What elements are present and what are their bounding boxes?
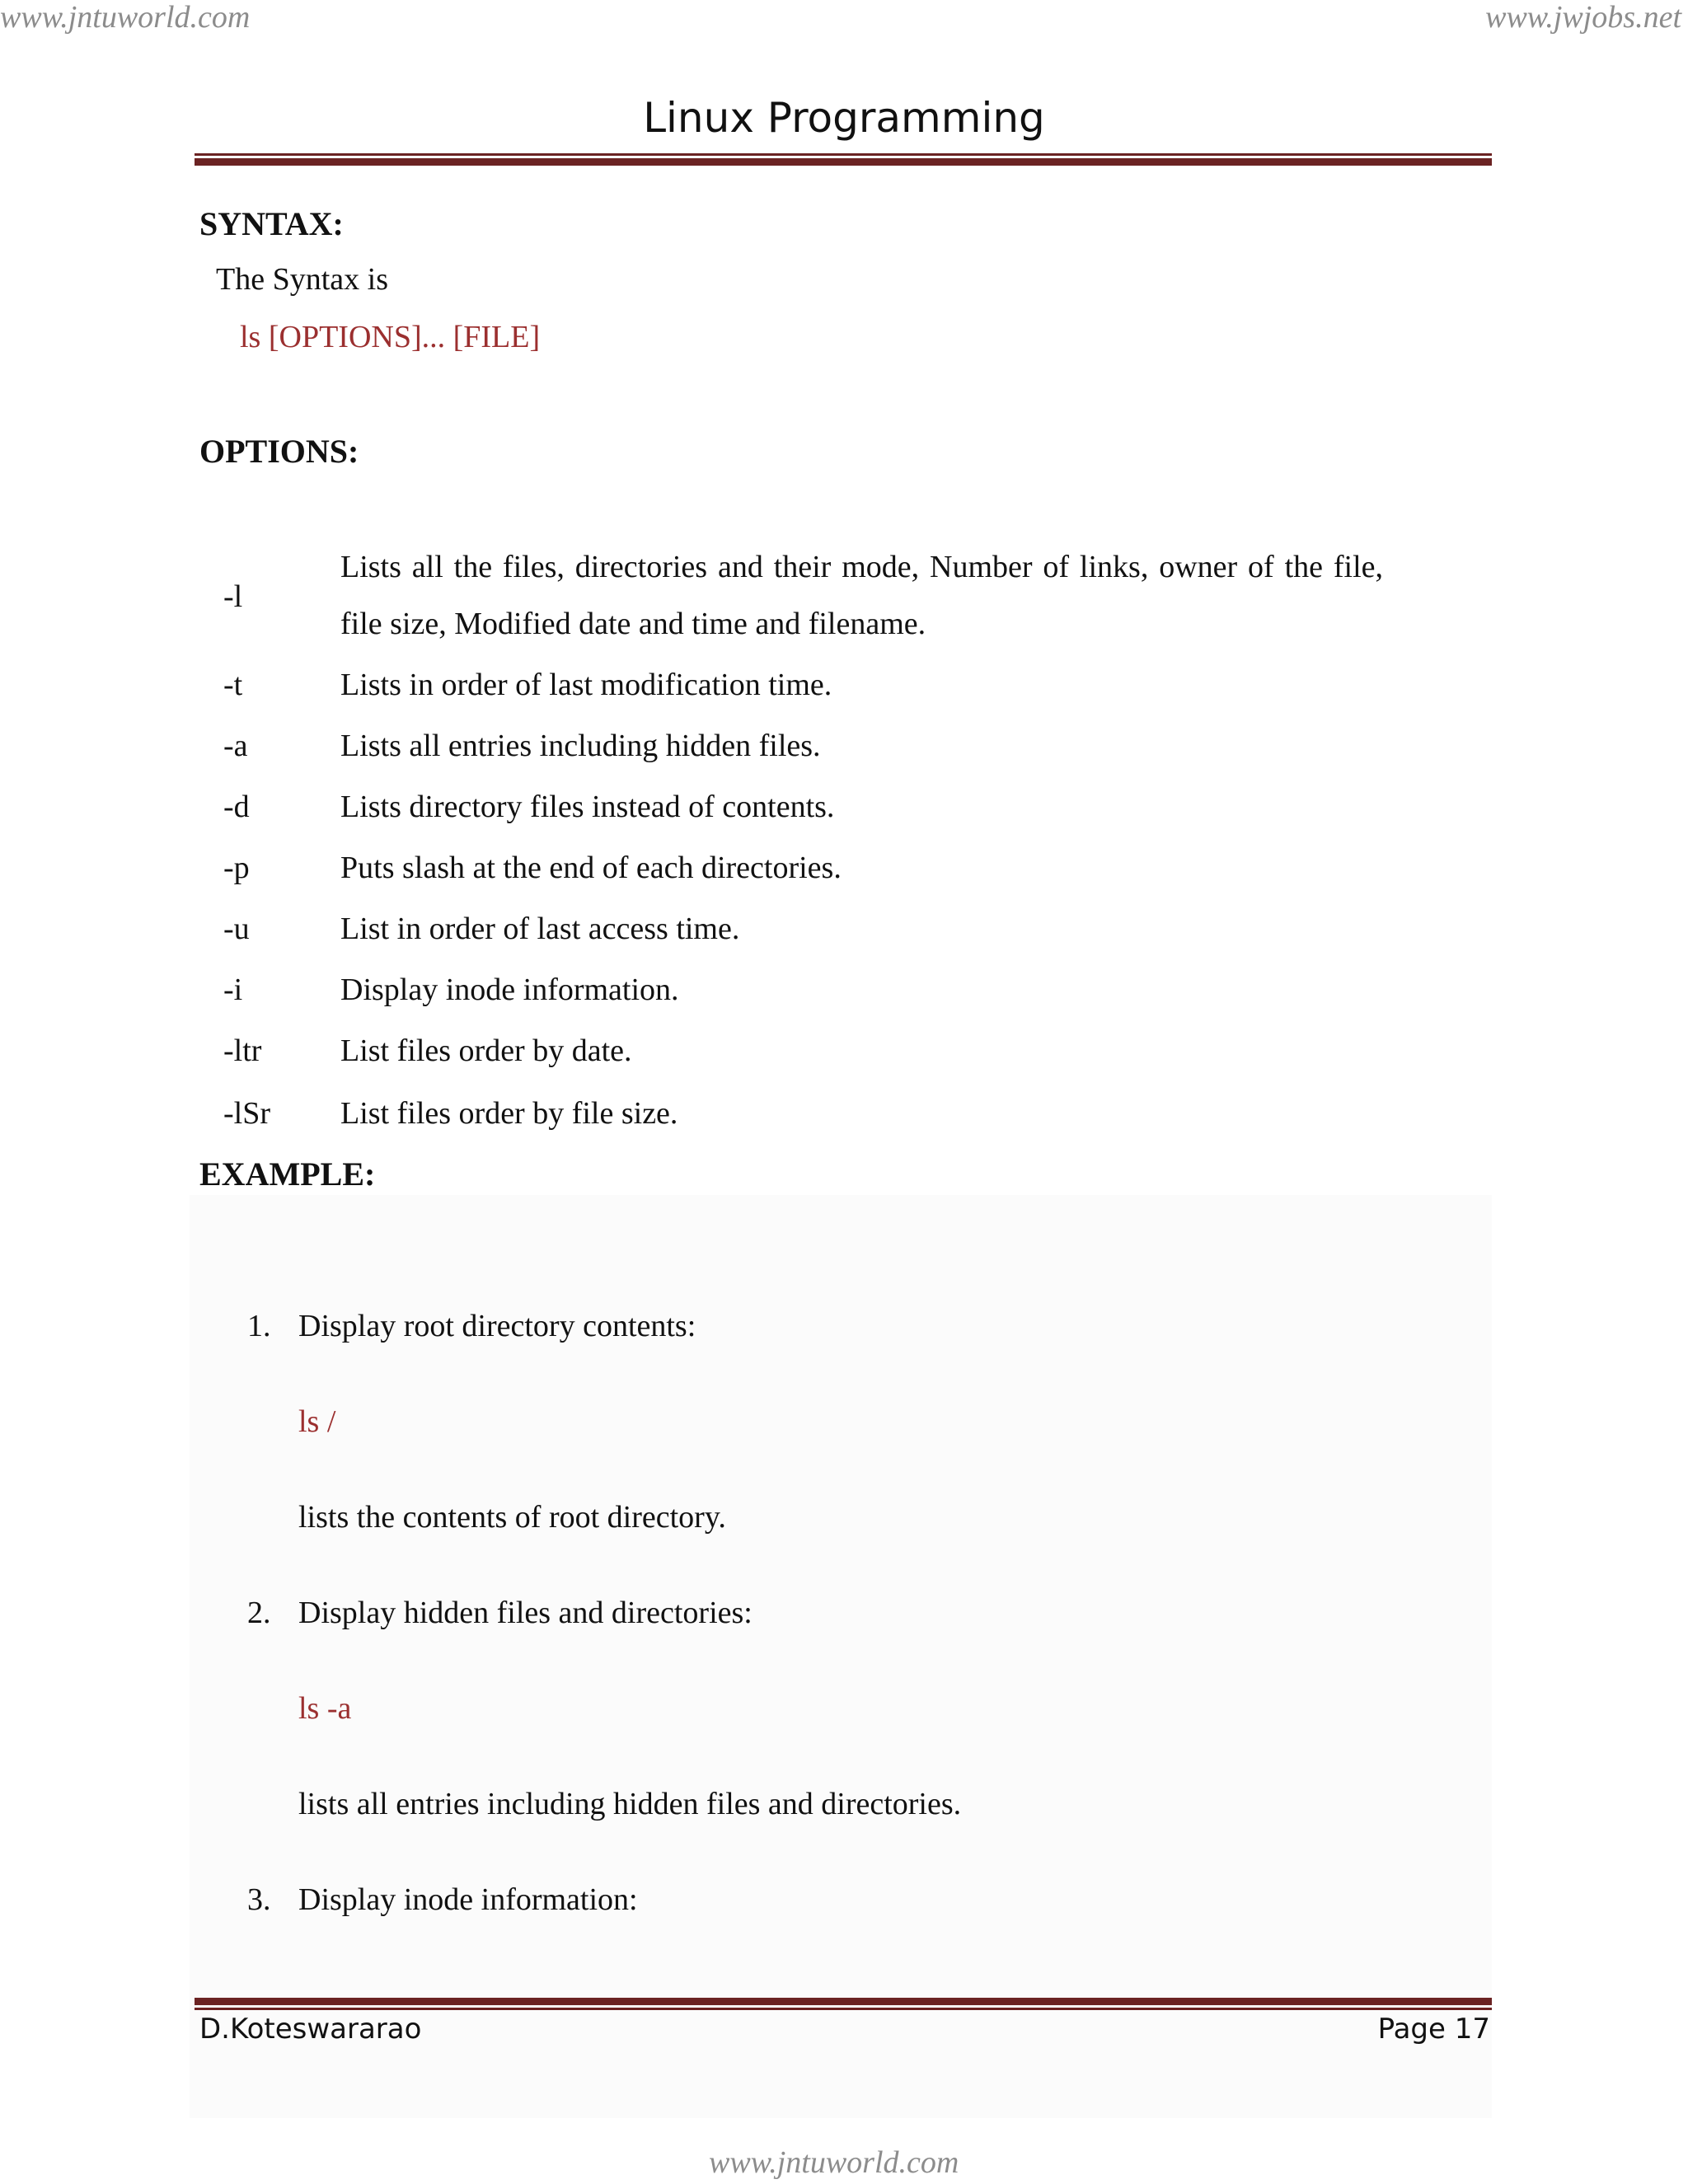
option-flag: -i xyxy=(223,972,243,1007)
example-number: 1. xyxy=(247,1309,271,1343)
option-flag: -d xyxy=(223,790,250,824)
option-flag: -p xyxy=(223,851,250,885)
option-flag: -a xyxy=(223,729,248,763)
syntax-command: ls [OPTIONS]... [FILE] xyxy=(240,320,541,354)
example-heading: EXAMPLE: xyxy=(199,1155,376,1193)
footer-author: D.Koteswararao xyxy=(199,2013,422,2046)
watermark-top-left[interactable]: www.jntuworld.com xyxy=(0,0,251,35)
option-flag: -l xyxy=(223,579,243,614)
header-rule-thin xyxy=(195,153,1492,156)
example-explanation: lists the contents of root directory. xyxy=(298,1500,726,1535)
example-number: 3. xyxy=(247,1882,271,1917)
example-explanation: lists all entries including hidden files and directories. xyxy=(298,1787,962,1821)
page-title: Linux Programming xyxy=(643,94,1045,142)
option-description: List files order by file size. xyxy=(340,1096,678,1131)
example-title: Display inode information: xyxy=(298,1882,638,1917)
example-command: ls -a xyxy=(298,1691,352,1726)
option-description: Lists all entries including hidden files. xyxy=(340,729,821,763)
header-rule-thick xyxy=(195,158,1492,166)
watermark-top-right[interactable]: www.jwjobs.net xyxy=(1485,0,1681,35)
syntax-intro: The Syntax is xyxy=(216,262,388,297)
option-description: Lists directory files instead of contents. xyxy=(340,790,835,824)
footer-page-number: Page 17 xyxy=(1377,2013,1490,2046)
option-flag: -lSr xyxy=(223,1096,270,1131)
option-flag: -u xyxy=(223,912,250,946)
options-heading: OPTIONS: xyxy=(199,433,359,470)
option-description: List in order of last access time. xyxy=(340,912,740,946)
option-flag: -t xyxy=(223,668,243,702)
watermark-bottom[interactable]: www.jntuworld.com xyxy=(709,2145,959,2180)
footer-rule-thin xyxy=(195,2008,1492,2010)
option-description: Lists in order of last modification time. xyxy=(340,668,832,702)
example-title: Display hidden files and directories: xyxy=(298,1596,753,1630)
option-description: Lists all the files, directories and their mode, Number of links, owner of the file, file size, Modified date and time and filename. xyxy=(340,550,1383,641)
syntax-heading: SYNTAX: xyxy=(199,205,344,242)
option-flag: -ltr xyxy=(223,1033,262,1068)
option-description: List files order by date. xyxy=(340,1033,632,1068)
option-description: Display inode information. xyxy=(340,972,679,1007)
example-number: 2. xyxy=(247,1596,271,1630)
option-description: Puts slash at the end of each directories. xyxy=(340,851,842,885)
example-command: ls / xyxy=(298,1404,336,1439)
footer-rule-thick xyxy=(195,1998,1492,2005)
example-title: Display root directory contents: xyxy=(298,1309,696,1343)
